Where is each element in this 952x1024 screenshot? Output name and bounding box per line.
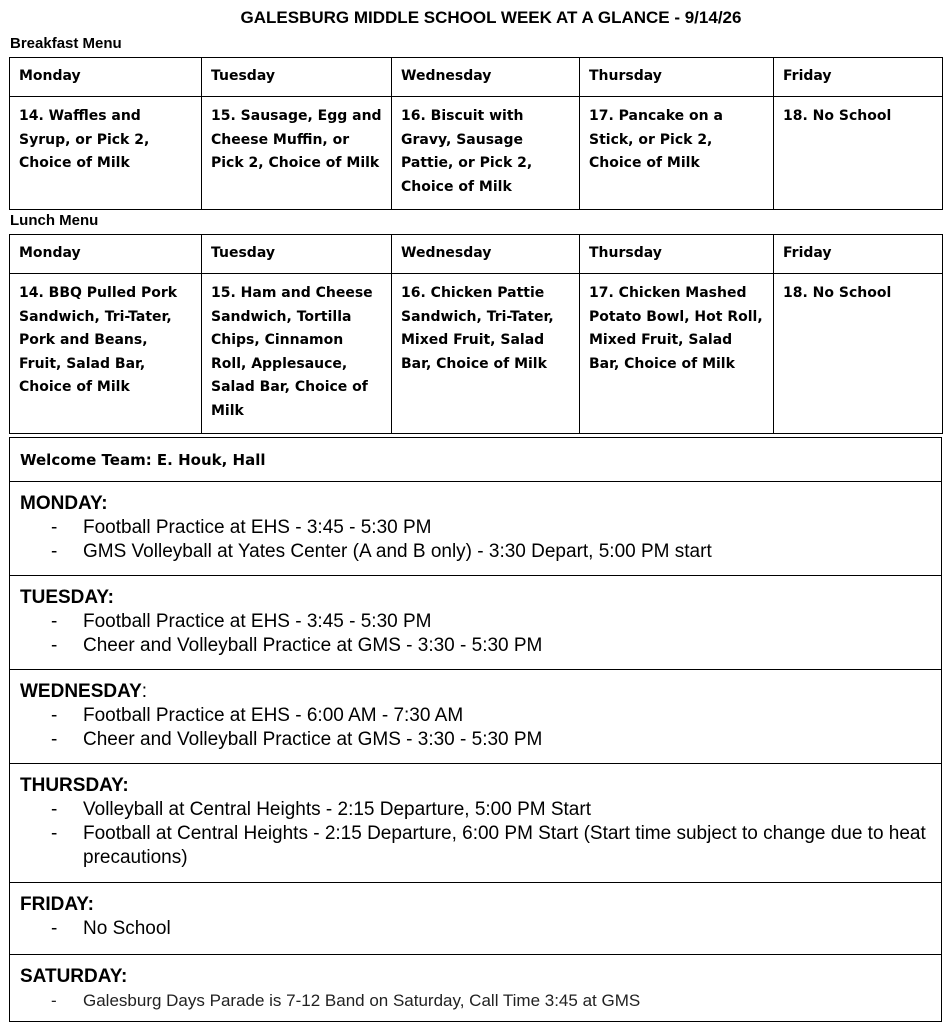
day-heading-tuesday: TUESDAY: [20, 587, 114, 608]
day-heading-wednesday [20, 680, 933, 704]
event-item: - Volleyball at Central Heights - 2:15 Departure, 5:00 PM Start [20, 798, 933, 822]
breakfast-menu-label: Breakfast Menu [10, 35, 122, 52]
breakfast-header-friday: Friday [774, 58, 943, 97]
event-item: - Cheer and Volleyball Practice at GMS - 3:30 - 5:30 PM [20, 728, 933, 752]
lunch-header-thursday: Thursday [580, 235, 774, 274]
event-item: - Football at Central Heights - 2:15 Departure, 6:00 PM Start (Start time subject to change due to heat precautions) [20, 822, 933, 870]
lunch-item-wednesday: 16. Chicken Pattie Sandwich, Tri-Tater, Mixed Fruit, Salad Bar, Choice of Milk [392, 274, 580, 434]
breakfast-menu-table [9, 57, 943, 210]
lunch-header-wednesday: Wednesday [392, 235, 580, 274]
breakfast-item-thursday: 17. Pancake on a Stick, or Pick 2, Choice of Milk [580, 97, 774, 210]
event-list-friday [20, 917, 933, 941]
event-list-monday [20, 516, 933, 564]
schedule-day-tuesday [10, 576, 941, 670]
breakfast-header-tuesday: Tuesday [202, 58, 392, 97]
breakfast-item-wednesday: 16. Biscuit with Gravy, Sausage Pattie, or Pick 2, Choice of Milk [392, 97, 580, 210]
page-title: GALESBURG MIDDLE SCHOOL WEEK AT A GLANCE - 9/14/26 [240, 8, 742, 27]
day-heading-monday: MONDAY: [20, 493, 108, 514]
schedule-day-friday [10, 883, 941, 955]
schedule-day-thursday [10, 764, 941, 883]
event-list-thursday [20, 798, 933, 870]
day-heading-thursday: THURSDAY: [20, 775, 129, 796]
lunch-header-tuesday: Tuesday [202, 235, 392, 274]
event-item: - Football Practice at EHS - 6:00 AM - 7:30 AM [20, 704, 933, 728]
lunch-items-row [10, 274, 943, 434]
lunch-item-monday: 14. BBQ Pulled Pork Sandwich, Tri-Tater, Pork and Beans, Fruit, Salad Bar, Choice of Milk [10, 274, 202, 434]
event-item: - Galesburg Days Parade is 7-12 Band on Saturday, Call Time 3:45 at GMS [20, 989, 933, 1013]
event-item: - No School [20, 917, 933, 941]
lunch-header-row [10, 235, 943, 274]
welcome-team: Welcome Team: E. Houk, Hall [10, 438, 941, 482]
schedule-day-monday [10, 482, 941, 576]
event-item: - Football Practice at EHS - 3:45 - 5:30 PM [20, 610, 933, 634]
lunch-menu-table [9, 234, 943, 434]
lunch-item-thursday: 17. Chicken Mashed Potato Bowl, Hot Roll, Mixed Fruit, Salad Bar, Choice of Milk [580, 274, 774, 434]
event-item: - Football Practice at EHS - 3:45 - 5:30 PM [20, 516, 933, 540]
breakfast-item-tuesday: 15. Sausage, Egg and Cheese Muffin, or Pick 2, Choice of Milk [202, 97, 392, 210]
event-item: - GMS Volleyball at Yates Center (A and B only) - 3:30 Depart, 5:00 PM start [20, 540, 933, 564]
lunch-item-tuesday: 15. Ham and Cheese Sandwich, Tortilla Chips, Cinnamon Roll, Applesauce, Salad Bar, Choice of Milk [202, 274, 392, 434]
day-heading-wednesday-text: WEDNESDAY [20, 681, 142, 702]
schedule-day-saturday [10, 955, 941, 1022]
day-heading-friday: FRIDAY: [20, 894, 94, 915]
day-heading-wednesday-colon: : [141, 681, 148, 702]
lunch-header-monday: Monday [10, 235, 202, 274]
weekly-schedule [9, 437, 942, 1022]
lunch-header-friday: Friday [774, 235, 943, 274]
breakfast-header-row [10, 58, 943, 97]
breakfast-item-friday: 18. No School [774, 97, 943, 210]
lunch-menu-label: Lunch Menu [10, 212, 99, 229]
schedule-day-wednesday [10, 670, 941, 764]
breakfast-header-thursday: Thursday [580, 58, 774, 97]
day-heading-saturday: SATURDAY: [20, 966, 128, 987]
breakfast-item-monday: 14. Waffles and Syrup, or Pick 2, Choice of Milk [10, 97, 202, 210]
event-list-tuesday [20, 610, 933, 658]
lunch-item-friday: 18. No School [774, 274, 943, 434]
event-item: - Cheer and Volleyball Practice at GMS - 3:30 - 5:30 PM [20, 634, 933, 658]
breakfast-items-row [10, 97, 943, 210]
event-list-saturday [20, 989, 933, 1013]
breakfast-header-monday: Monday [10, 58, 202, 97]
event-list-wednesday [20, 704, 933, 752]
breakfast-header-wednesday: Wednesday [392, 58, 580, 97]
